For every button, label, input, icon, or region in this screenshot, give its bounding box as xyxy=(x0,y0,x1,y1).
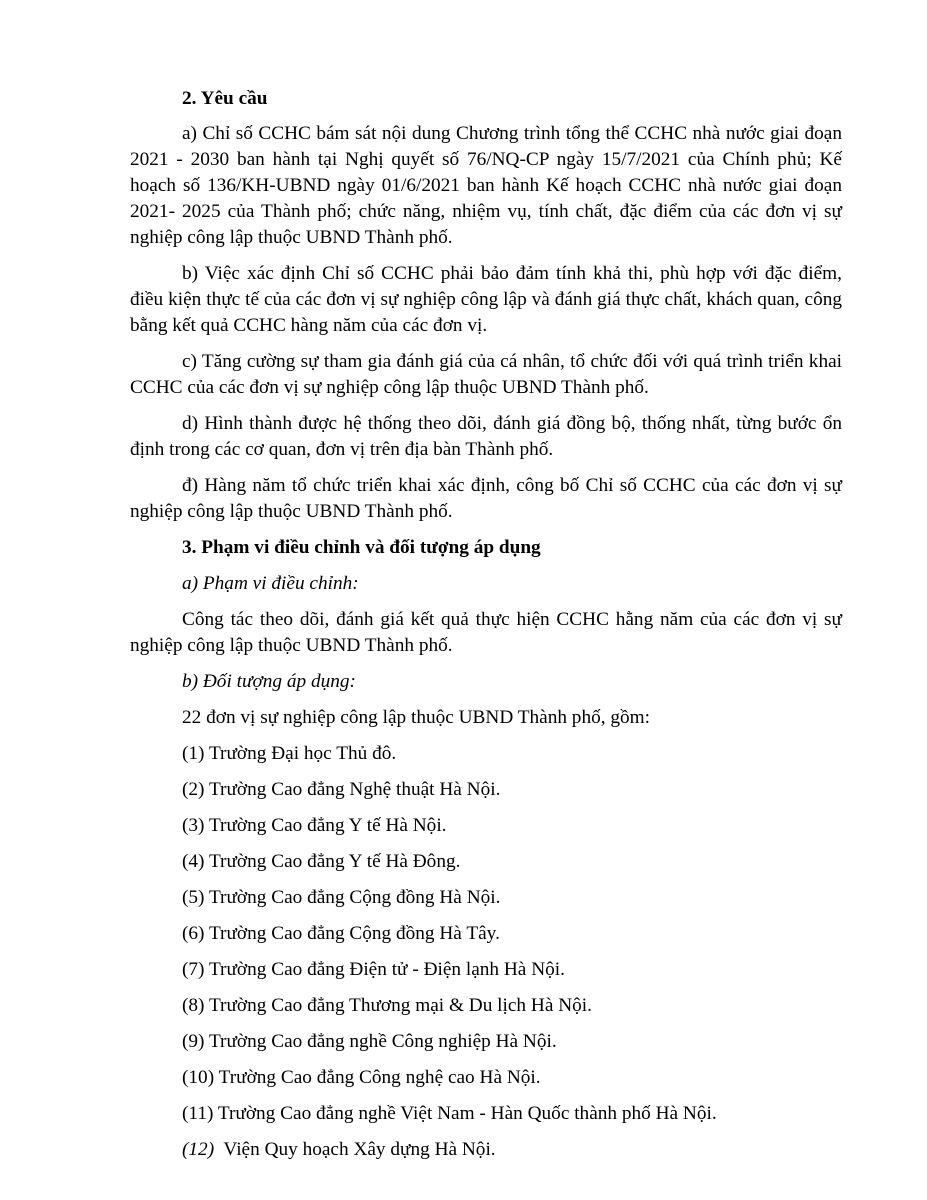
subjects-intro: 22 đơn vị sự nghiệp công lập thuộc UBND Thành phố, gồm: xyxy=(182,707,651,728)
unit-item-4: (4) Trường Cao đẳng Y tế Hà Đông. xyxy=(182,851,461,872)
unit-item-5: (5) Trường Cao đẳng Cộng đồng Hà Nội. xyxy=(182,887,501,908)
unit-item-7: (7) Trường Cao đẳng Điện tử - Điện lạnh Hà Nội. xyxy=(182,959,565,980)
unit-item-12 xyxy=(130,1137,842,1163)
unit-item-12-text: Viện Quy hoạch Xây dựng Hà Nội. xyxy=(223,1139,496,1160)
unit-item-3: (3) Trường Cao đẳng Y tế Hà Nội. xyxy=(182,815,447,836)
subjects-label: b) Đối tượng áp dụng: xyxy=(182,671,356,692)
paragraph-2c: c) Tăng cường sự tham gia đánh giá của cá nhân, tổ chức đối với quá trình triển khai CCHC của các đơn vị sự nghiệp công lập thuộc UBND Thành phố. xyxy=(130,351,842,398)
unit-item-1: (1) Trường Đại học Thủ đô. xyxy=(182,743,397,764)
paragraph-2b: b) Việc xác định Chỉ số CCHC phải bảo đảm tính khả thi, phù hợp với đặc điểm, điều kiện thực tế của các đơn vị sự nghiệp công lập và đánh giá thực chất, khách quan, công bằng kết quả CCHC hàng năm của các đơn vị. xyxy=(130,263,842,336)
paragraph-2a: a) Chỉ số CCHC bám sát nội dung Chương trình tổng thể CCHC nhà nước giai đoạn 2021 - 2030 ban hành tại Nghị quyết số 76/NQ-CP ngày 15/7/2021 của Chính phủ; Kế hoạch số 136/KH-UBND ngày 01/6/2021 ban hành Kế hoạch CCHC nhà nước giai đoạn 2021- 2025 của Thành phố; chức năng, nhiệm vụ, tính chất, đặc điểm của các đơn vị sự nghiệp công lập thuộc UBND Thành phố. xyxy=(130,123,842,248)
scope-label: a) Phạm vi điều chỉnh: xyxy=(182,573,359,594)
section-2-heading: 2. Yêu cầu xyxy=(182,88,268,109)
unit-item-12-number: (12) xyxy=(182,1139,215,1160)
unit-item-6: (6) Trường Cao đẳng Cộng đồng Hà Tây. xyxy=(182,923,500,944)
unit-item-11: (11) Trường Cao đẳng nghề Việt Nam - Hàn Quốc thành phố Hà Nội. xyxy=(182,1103,717,1124)
scope-text: Công tác theo dõi, đánh giá kết quả thực hiện CCHC hằng năm của các đơn vị sự nghiệp công lập thuộc UBND Thành phố. xyxy=(130,609,842,656)
paragraph-2d: d) Hình thành được hệ thống theo dõi, đánh giá đồng bộ, thống nhất, từng bước ổn định trong các cơ quan, đơn vị trên địa bàn Thành phố. xyxy=(130,413,842,460)
document-page xyxy=(130,86,842,1173)
paragraph-2dd: đ) Hàng năm tổ chức triển khai xác định, công bố Chỉ số CCHC của các đơn vị sự nghiệp công lập thuộc UBND Thành phố. xyxy=(130,475,842,522)
section-3-heading: 3. Phạm vi điều chỉnh và đối tượng áp dụng xyxy=(182,537,541,558)
unit-item-9: (9) Trường Cao đẳng nghề Công nghiệp Hà Nội. xyxy=(182,1031,557,1052)
unit-item-2: (2) Trường Cao đẳng Nghệ thuật Hà Nội. xyxy=(182,779,501,800)
unit-item-8: (8) Trường Cao đẳng Thương mại & Du lịch Hà Nội. xyxy=(182,995,592,1016)
unit-item-10: (10) Trường Cao đẳng Công nghệ cao Hà Nội. xyxy=(182,1067,541,1088)
